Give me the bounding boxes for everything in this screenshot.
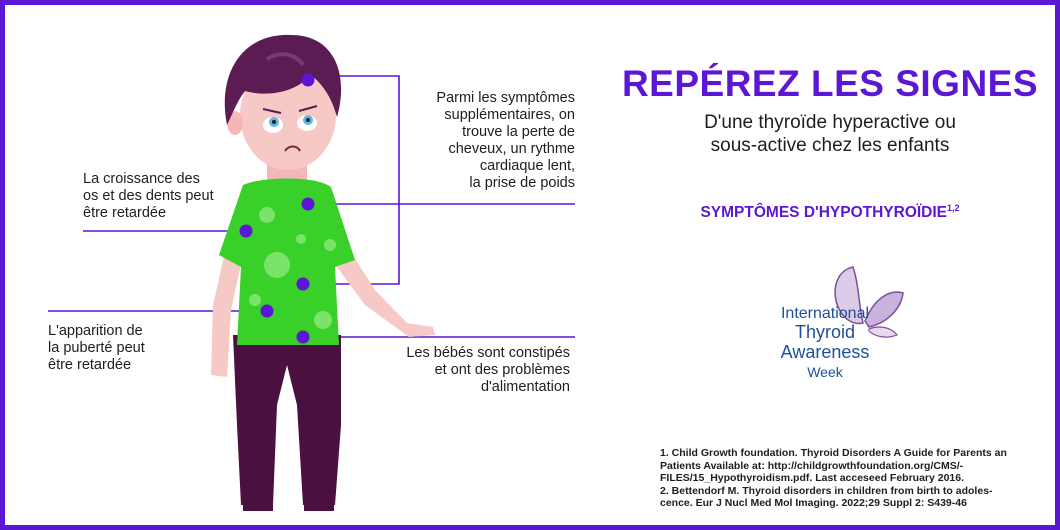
chest-marker [302, 198, 315, 211]
hair-marker [302, 74, 315, 87]
hair-symptoms-line: la prise de poids [469, 175, 575, 191]
section-footnote-marker: 1,2 [947, 203, 960, 213]
reference-line: Patients Available at: http://childgrowthfoundation.org/CMS/- [660, 459, 964, 472]
puberty-symptoms-line: L'apparition de [48, 323, 143, 339]
section-title-text: SYMPTÔMES D'HYPOTHYROÏDIE [700, 204, 948, 222]
pants [233, 335, 341, 511]
hair-symptoms-label [405, 90, 575, 192]
bones-symptoms-label [83, 171, 253, 222]
puberty-marker [261, 305, 274, 318]
reference-line: 1. Child Growth foundation. Thyroid Disorders A Guide for Parents an [660, 447, 1007, 459]
page-title: REPÉREZ LES SIGNES [621, 63, 1039, 104]
head [225, 35, 341, 170]
logo-text-international: International [780, 305, 870, 322]
subtitle-line: sous-active chez les enfants [710, 135, 950, 156]
bones-symptoms-line: os et des dents peut [83, 188, 214, 204]
puberty-symptoms-line: être retardée [48, 357, 132, 373]
babies-symptoms-line: d'alimentation [480, 379, 570, 395]
hair-symptoms-line: cheveux, un rythme [448, 141, 575, 157]
reference-line: cence. Eur J Nucl Med Mol Imaging. 2022;29 Suppl 2: S439-46 [660, 497, 967, 510]
logo-text-thyroid: Thyroid [794, 322, 856, 342]
babies-symptoms-line: et ont des problèmes [434, 362, 570, 378]
hair-symptoms-line: trouve la perte de [462, 124, 575, 140]
reference-line: FILES/15_Hypothyroidism.pdf. Last acceseed February 2016. [660, 472, 965, 485]
puberty-symptoms-line: la puberté peut [48, 340, 145, 356]
logo-text-week: Week [807, 364, 843, 380]
references [660, 447, 1040, 510]
bones-symptoms-line: La croissance des [83, 171, 200, 187]
babies-symptoms-label [375, 345, 570, 396]
bones-symptoms-line: être retardée [83, 205, 167, 221]
logo-text-awareness: Awareness [780, 342, 870, 362]
stomach-marker [297, 331, 310, 344]
page-subtitle [625, 111, 1035, 157]
babies-symptoms-line: Les bébés sont constipés [406, 345, 570, 361]
subtitle-line: D'une thyroïde hyperactive ou [704, 112, 956, 133]
reference-line: 2. Bettendorf M. Thyroid disorders in children from birth to adoles- [660, 484, 993, 497]
belly-marker [297, 278, 310, 291]
hair-symptoms-line: Parmi les symptômes [436, 90, 575, 106]
bones-marker [240, 225, 253, 238]
hair-symptoms-line: supplémentaires, on [444, 107, 575, 123]
section-title [625, 203, 1035, 222]
puberty-symptoms-label [48, 323, 218, 374]
hair-symptoms-line: cardiaque lent, [479, 158, 575, 174]
